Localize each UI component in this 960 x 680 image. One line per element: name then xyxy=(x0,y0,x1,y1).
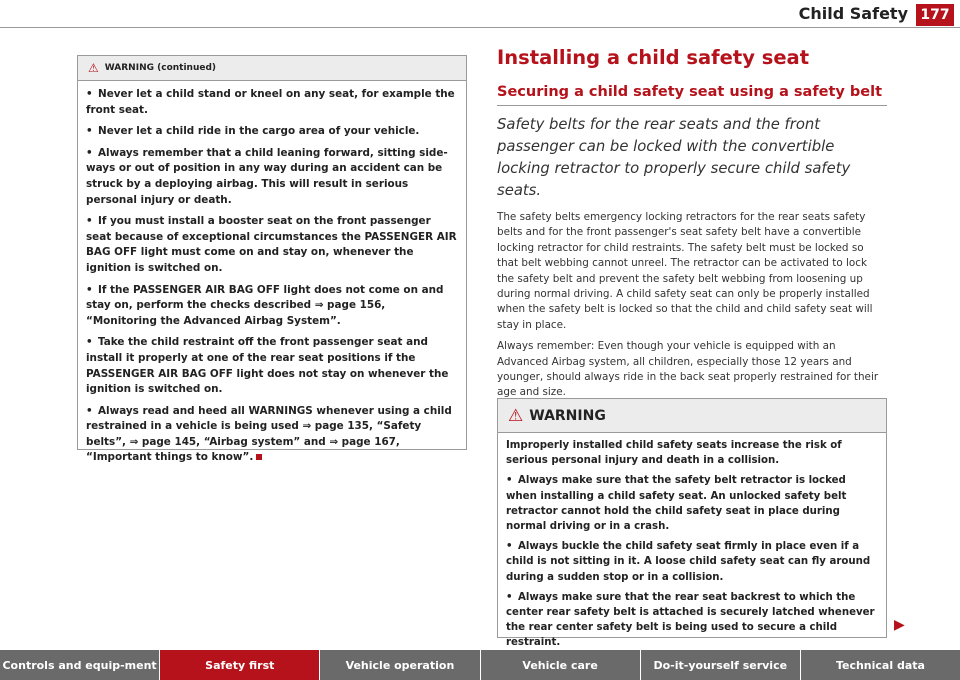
warning-box-body xyxy=(498,433,886,651)
warning-bullet: • Never let a child stand or kneel on any seat, for example the front seat. xyxy=(86,88,455,116)
header-divider xyxy=(0,27,960,28)
warning-heading: WARNING (continued) xyxy=(104,63,217,73)
chapter-title: Child Safety xyxy=(798,4,908,23)
warning-bullet: • Always make sure that the safety belt retractor is locked when installing a child safety seat. An unlocked safety belt retractor cannot hold the child safety seat in place during normal driving or in a crash. xyxy=(506,475,847,533)
nav-tab-technical-data[interactable]: Technical data xyxy=(801,650,960,680)
footer-nav xyxy=(0,650,960,680)
nav-tab-vehicle-operation[interactable]: Vehicle operation xyxy=(320,650,480,680)
subtitle-divider xyxy=(497,105,887,106)
warning-box-header xyxy=(78,56,466,81)
warning-bullet: • Always read and heed all WARNINGS whenever using a child restrained in a vehicle is being used ⇒ page 135, “Safety belts”, ⇒ page 145, “Airbag system” and ⇒ page 167, “Important things to know”. xyxy=(86,404,452,464)
nav-tab-controls[interactable]: Controls and equip-ment xyxy=(0,650,160,680)
warning-bullet: • Always buckle the child safety seat firmly in place even if a child is not sitting in it. A loose child safety seat can fly around during a sudden stop or in a collision. xyxy=(506,541,871,583)
warning-bullet: • Take the child restraint off the front passenger seat and install it properly at one of the rear seat positions if the PASSENGER AIR BAG OFF light does not stay on whenever the ignition is switched on. xyxy=(86,336,449,396)
section-title: Installing a child safety seat xyxy=(497,46,810,69)
warning-bullet: • If the PASSENGER AIR BAG OFF light does not come on and stay on, perform the checks described ⇒ page 156, “Monitoring the Advanced Airbag System”. xyxy=(86,283,444,327)
nav-tab-diy-service[interactable]: Do-it-yourself service xyxy=(641,650,801,680)
warning-box-continued xyxy=(77,55,467,464)
warning-bullet: • If you must install a booster seat on the front passenger seat because of exceptional circumstances the PASSENGER AIR BAG OFF light must come on and stay on, whenever the ignition is switched on. xyxy=(86,215,457,274)
warning-bullet: • Never let a child ride in the cargo area of your vehicle. xyxy=(86,125,420,138)
warning-heading: WARNING xyxy=(529,407,606,424)
section-end-mark-icon xyxy=(256,454,262,460)
warning-intro: Improperly installed child safety seats increase the risk of serious personal injury and death in a collision. xyxy=(506,440,842,467)
continue-arrow-icon: ▶ xyxy=(894,617,905,633)
warning-box-body xyxy=(78,81,466,466)
warning-box xyxy=(497,398,887,649)
page-number-badge: 177 xyxy=(916,4,954,26)
warning-box-header xyxy=(498,399,886,433)
section-subtitle: Securing a child safety seat using a safety belt xyxy=(497,84,883,100)
warning-bullet: • Always remember that a child leaning forward, sitting side-ways or out of position in any way during an accident can be struck by a deploying airbag. This will result in serious personal injury or death. xyxy=(86,146,448,206)
body-paragraph: The safety belts emergency locking retractors for the rear seats safety belts and for the front passenger's seat safety belt have a convertible locking retractor for child restraints. The safety belt must be locked so that belt webbing cannot unreel. The retractor can be activated to lock the safety belt and prevent the safety belt webbing from loosening up during normal driving. A child safety seat can only be properly installed when the safety belt is locked so that the child and child safety seat will stay in place. xyxy=(497,211,873,331)
nav-tab-safety-first[interactable]: Safety first xyxy=(160,650,320,680)
warning-bullet: • Always make sure that the rear seat backrest to which the center rear safety belt is attached is securely latched whenever the rear center safety belt is being used to secure a child restraint. xyxy=(506,591,875,649)
body-paragraph: Always remember: Even though your vehicle is equipped with an Advanced Airbag system, all children, especially those 12 years and younger, should always ride in the back seat properly restrained for their age and size. xyxy=(497,340,879,399)
warning-triangle-icon: ⚠ xyxy=(88,61,99,75)
nav-tab-vehicle-care[interactable]: Vehicle care xyxy=(481,650,641,680)
main-section xyxy=(497,46,887,407)
page-header xyxy=(0,0,960,30)
warning-triangle-icon: ⚠ xyxy=(508,405,524,426)
lead-paragraph: Safety belts for the rear seats and the front passenger can be locked with the convertible locking retractor to properly secure child safety seats. xyxy=(497,116,851,199)
